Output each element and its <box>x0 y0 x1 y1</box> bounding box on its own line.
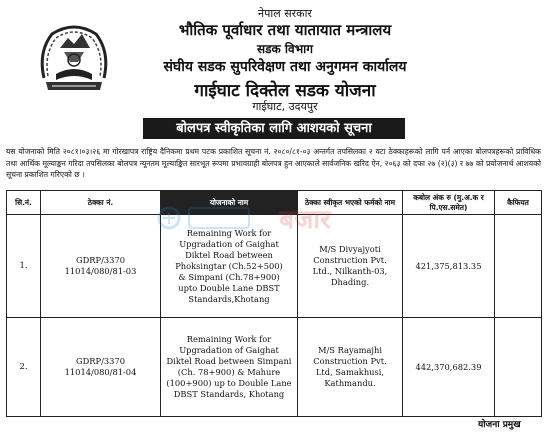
work-line: upto Double Lane DBST <box>178 282 280 293</box>
row-bidder <box>298 215 403 318</box>
bidder-line: M/S Divyajyoti <box>319 244 381 254</box>
work-line: Upgradation of Gaighat <box>179 238 279 249</box>
office-location: गाईघाट, उदयपुर <box>252 100 318 113</box>
header-contract-no: ठेक्का नं. <box>41 191 161 215</box>
work-line: & Simpani (Ch.78+900) <box>178 271 280 282</box>
row-sn: 2. <box>7 318 41 417</box>
notice-title-banner: बोलपत्र स्वीकृतिका लागि आशयको सूचना <box>143 118 405 139</box>
work-line: Diktel Road between <box>185 249 273 260</box>
table-row <box>7 215 542 318</box>
bidder-line: Construction Pvt. <box>313 356 387 366</box>
header-amount: कबोल अंक रु (मु.अ.क र पि.एस.समेत) <box>403 191 495 215</box>
department-name: सडक विभाग <box>256 42 313 56</box>
header-remarks: कैफियत <box>495 191 542 215</box>
bidder-line: Dhading. <box>330 277 370 287</box>
table-row <box>7 318 542 417</box>
header-sn: सि.नं. <box>7 191 41 215</box>
row-sn: 1. <box>7 215 41 318</box>
award-table <box>6 190 542 417</box>
table-header-row <box>7 191 542 215</box>
bidder-line: Ltd, Samakhusi, <box>315 367 385 377</box>
bidder-line: Construction Pvt. <box>313 255 387 265</box>
contract-line: GDRP/3370 <box>75 356 126 366</box>
work-line: (100+900) up to Double Lane <box>166 378 292 388</box>
work-line: DBST Standards, Khotang <box>173 389 285 399</box>
row-work-name <box>161 215 298 318</box>
bidder-line: M/S Rayamajhi <box>317 345 382 355</box>
government-name: नेपाल सरकार <box>258 7 312 20</box>
nepal-government-emblem <box>38 18 110 92</box>
work-line: Diktel Road between Simpani <box>166 356 292 366</box>
header-work-name: योजनाको नाम <box>161 191 298 215</box>
office-name: संघीय सडक सुपरिवेक्षण तथा अनुगमन कार्यालय <box>163 59 407 75</box>
work-line: Upgradation of Gaighat <box>179 345 279 355</box>
ministry-name: भौतिक पूर्वाधार तथा यातायात मन्त्रालय <box>178 21 392 39</box>
row-contract-no <box>41 318 161 417</box>
row-amount: 442,370,682.39 <box>403 318 495 417</box>
signatory-title: योजना प्रमुख <box>478 420 521 430</box>
contract-line: 11014/080/81-03 <box>64 266 137 276</box>
work-line: Phoksingtar (Ch.52+500) <box>175 260 283 271</box>
header-bidder: ठेक्का स्वीकृत भएको फर्मको नाम <box>298 191 403 215</box>
contract-line: 11014/080/81-04 <box>64 367 137 377</box>
row-amount: 421,375,813.35 <box>403 215 495 318</box>
work-line: Remaining Work for <box>186 227 272 238</box>
notice-paragraph: यस योजनाको मिति २०८१।०३।२६ मा गोरखापत्र राष्ट्रिय दैनिकमा प्रथम पटक प्रकाशित सूचना नं. २०८०/८१-०३ अन्तर्गत तपसिलका २ वटा ठेक्काहरूको लागि पर्न आएका बोलपत्रहरूको प्राविधिक तथा आर्थिक मूल्याङ्कन गरिदा तपसिलका बोलपत्र न्यूनतम मूल्याङ्कित सारभूत रूपमा प्रभावग्राही बोलपत्र हुन आएकाले सार्वजनिक खरिद ऐन, २०६३ को दफा २७ (२)(३) र ७७ को प्रयोजनार्थ आशयको सूचना प्रकाशित गरिएको छ । <box>6 147 541 179</box>
contract-line: GDRP/3370 <box>75 255 126 265</box>
bidder-line: Ltd., Nilkanth-03, <box>312 266 388 276</box>
project-name: गाईघाट दिक्तेल सडक योजना <box>194 81 376 101</box>
work-line: (Ch. 78+900) & Mahure <box>177 367 281 377</box>
row-remarks <box>495 318 542 417</box>
watermark-text: बजार <box>279 205 331 235</box>
work-line: Remaining Work for <box>186 334 272 344</box>
work-line: Standards,Khotang <box>188 293 270 304</box>
row-contract-no <box>41 215 161 318</box>
row-bidder <box>298 318 403 417</box>
row-remarks <box>495 215 542 318</box>
bidder-line: Kathmandu. <box>324 378 376 388</box>
row-work-name <box>161 318 298 417</box>
